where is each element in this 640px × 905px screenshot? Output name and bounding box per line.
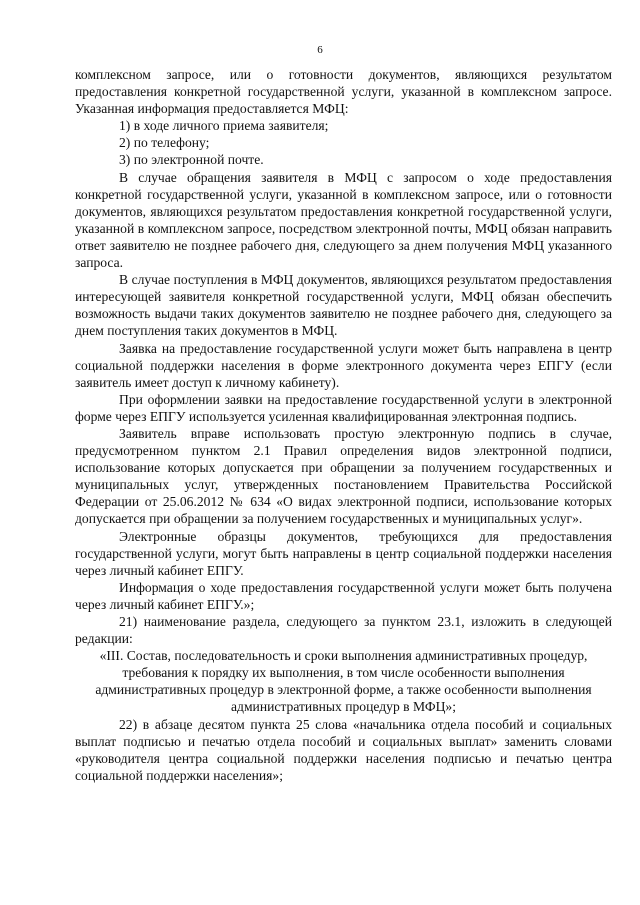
paragraph-status-info: Информация о ходе предоставления государственной услуги может быть получена через личный кабинет ЕПГУ.»; [75, 579, 612, 612]
paragraph-application: Заявка на предоставление государственной услуги может быть направлена в центр социальной поддержки населения в форме электронного документа через ЕПГУ (если заявитель имеет доступ к личному кабинету). [75, 340, 612, 390]
paragraph-mfc-request: В случае обращения заявителя в МФЦ с запросом о ходе предоставления конкретной государственной услуги, указанной в комплексном запросе, или о готовности документов, являющихся результатом предоставления конкретной государственной услуги, указанной в комплексном запросе, посредством электронной почты, МФЦ обязан направить ответ заявителю не позднее рабочего дня, следующего за днем получения МФЦ указанного запроса. [75, 169, 612, 271]
section-heading: «III. Состав, последовательность и сроки выполнения административных процедур, требования к порядку их выполнения, в том числе особенности выполнения административных процедур в электронной форме, а также особенности выполнения административных процедур в МФЦ»; [95, 648, 592, 715]
list-item-email: 3) по электронной почте. [119, 152, 264, 168]
page-number: 6 [317, 44, 323, 56]
list-item-phone: 2) по телефону; [119, 135, 210, 151]
document-body [75, 66, 612, 784]
paragraph-item-21: 21) наименование раздела, следующего за пунктом 23.1, изложить в следующей редакции: [75, 614, 612, 647]
paragraph-mfc-documents: В случае поступления в МФЦ документов, являющихся результатом предоставления интересующей заявителя конкретной государственной услуги, МФЦ обязан обеспечить возможность выдачи таких документов заявителю не позднее рабочего дня, следующего за днем поступления таких документов в МФЦ. [75, 272, 612, 339]
list-item-personal-visit: 1) в ходе личного приема заявителя; [119, 118, 329, 134]
paragraph-item-22: 22) в абзаце десятом пункта 25 слова «начальника отдела пособий и социальных выплат подписью и печатью отдела пособий и социальных выплат» заменить словами «руководителя центра социальной поддержки населения подписью и печатью центра социальной поддержки населения»; [75, 716, 612, 783]
paragraph-simple-signature: Заявитель вправе использовать простую электронную подпись в случае, предусмотренном пунктом 2.1 Правил определения видов электронной подписи, использование которых допускается при обращении за получением государственных и муниципальных услуг, утвержденных постановлением Правительства Российской Федерации от 25.06.2012 № 634 «О видах электронной подписи, использование которых допускается при обращении за получением государственных и муниципальных услуг». [75, 425, 612, 527]
paragraph-qualified-signature: При оформлении заявки на предоставление государственной услуги в электронной форме через ЕПГУ используется усиленная квалифицированная электронная подпись. [75, 391, 612, 424]
paragraph-continuation: комплексном запросе, или о готовности документов, являющихся результатом предоставления конкретной государственной услуги, указанной в комплексном запросе. Указанная информация предоставляется МФЦ: [75, 67, 612, 117]
paragraph-electronic-samples: Электронные образцы документов, требующихся для предоставления государственной услуги, могут быть направлены в центр социальной поддержки населения через личный кабинет ЕПГУ. [75, 528, 612, 578]
